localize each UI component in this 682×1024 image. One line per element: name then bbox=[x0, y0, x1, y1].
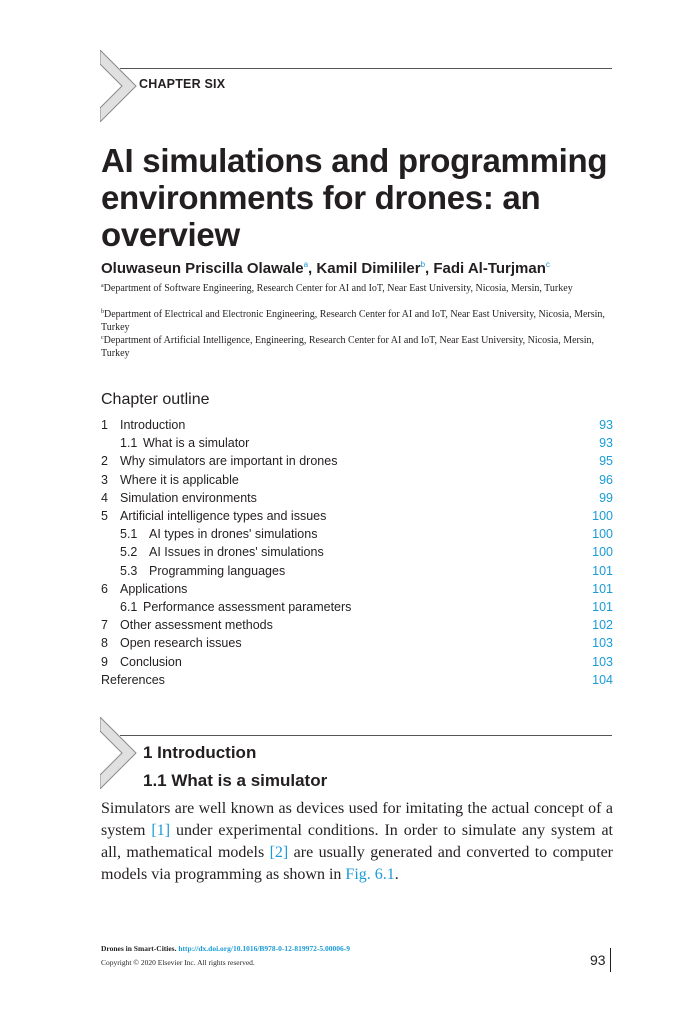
toc-entry-title: Open research issues bbox=[120, 636, 242, 651]
affiliation-text: Department of Software Engineering, Research Center for AI and IoT, Near East University, Nicosia, Mersin, Turkey bbox=[103, 283, 573, 294]
author-affiliation-mark: c bbox=[545, 260, 550, 269]
toc-entry[interactable] bbox=[101, 600, 613, 618]
toc-entry-number: 7 bbox=[101, 618, 108, 633]
toc-entry-number: 5.1 bbox=[120, 527, 138, 542]
toc-entry[interactable] bbox=[101, 545, 613, 563]
chapter-title: AI simulations and programming environments for drones: an overview bbox=[101, 142, 608, 253]
author-separator: , bbox=[425, 260, 434, 277]
affiliation-mark: b bbox=[101, 309, 104, 315]
toc-entry-title: Why simulators are important in drones bbox=[120, 454, 338, 469]
chapter-rule bbox=[120, 68, 612, 69]
toc-entry-page[interactable]: 101 bbox=[592, 563, 613, 578]
toc-entry-page[interactable]: 100 bbox=[592, 509, 613, 523]
author-name: Oluwaseun Priscilla Olawale bbox=[101, 260, 304, 277]
toc-entry-page[interactable]: 96 bbox=[599, 472, 613, 487]
toc-entry[interactable] bbox=[101, 491, 613, 509]
toc-entry-title: Applications bbox=[120, 581, 188, 596]
toc-entry-title: Conclusion bbox=[120, 654, 182, 669]
toc-entry-title: Programming languages bbox=[149, 563, 286, 578]
toc-entry-number: 1.1 bbox=[120, 436, 138, 451]
toc-entry-number: 4 bbox=[101, 490, 108, 505]
section-heading: 1 Introduction bbox=[143, 743, 257, 762]
toc-entry[interactable] bbox=[101, 636, 613, 654]
citation-link[interactable]: Fig. 6.1 bbox=[345, 866, 395, 883]
toc-entry[interactable] bbox=[101, 473, 613, 491]
toc-entry-number: 3 bbox=[101, 472, 108, 487]
toc-entry[interactable] bbox=[101, 436, 613, 454]
affiliation-mark: a bbox=[101, 283, 104, 289]
section-chevron-icon bbox=[100, 717, 140, 789]
toc-entry-page[interactable]: 101 bbox=[592, 581, 613, 596]
page-number-bar bbox=[610, 948, 611, 972]
author-list bbox=[101, 260, 550, 277]
section-rule bbox=[120, 735, 612, 736]
toc-entry-title: Simulation environments bbox=[120, 490, 257, 505]
outline-title: Chapter outline bbox=[101, 391, 210, 408]
toc-entry-page[interactable]: 100 bbox=[592, 545, 613, 560]
affiliation-mark: c bbox=[101, 335, 104, 341]
author-separator: , bbox=[308, 260, 317, 277]
toc-entry[interactable] bbox=[101, 509, 613, 527]
toc-entry-number: 9 bbox=[101, 654, 108, 669]
toc-entry[interactable] bbox=[101, 655, 613, 673]
toc-entry-page[interactable]: 102 bbox=[592, 618, 613, 633]
body-paragraph bbox=[101, 798, 613, 886]
toc-entry-page[interactable]: 101 bbox=[592, 600, 613, 614]
toc-entry-title: What is a simulator bbox=[143, 436, 250, 451]
toc-entry-page[interactable]: 104 bbox=[592, 672, 613, 687]
toc-entry[interactable] bbox=[101, 673, 613, 691]
page-number: 93 bbox=[590, 952, 606, 968]
chapter-label: CHAPTER SIX bbox=[139, 77, 226, 91]
copyright: Copyright © 2020 Elsevier Inc. All rights reserved. bbox=[101, 958, 255, 967]
doi-link[interactable]: http://dx.doi.org/10.1016/B978-0-12-819972-5.00006-9 bbox=[178, 944, 351, 953]
toc-entry[interactable] bbox=[101, 582, 613, 600]
toc-entry-number: 5.2 bbox=[120, 545, 138, 560]
toc-entry-title: Introduction bbox=[120, 418, 186, 432]
chapter-chevron-icon bbox=[100, 50, 140, 122]
toc-entry-title: AI Issues in drones' simulations bbox=[149, 545, 324, 560]
toc-entry-page[interactable]: 103 bbox=[592, 654, 613, 669]
toc-entry-title: Where it is applicable bbox=[120, 472, 239, 487]
toc-entry-number: 8 bbox=[101, 636, 108, 651]
toc-entry-page[interactable]: 103 bbox=[592, 636, 613, 651]
toc-entry-title: Performance assessment parameters bbox=[143, 600, 352, 614]
toc-entry-title: Other assessment methods bbox=[120, 618, 273, 633]
toc-entry-number: 5 bbox=[101, 509, 108, 523]
toc-entry[interactable] bbox=[101, 454, 613, 472]
body-text-segment: . bbox=[394, 866, 399, 883]
footer-journal bbox=[101, 944, 350, 953]
body-text-segment: Simulators are well known as devices used for imitating the actual concept of a system bbox=[101, 800, 613, 839]
author-affiliation-mark: b bbox=[420, 260, 426, 269]
toc-entry-number: 1 bbox=[101, 418, 108, 432]
toc-entry[interactable] bbox=[101, 618, 613, 636]
citation-link[interactable]: [1] bbox=[151, 822, 171, 839]
toc-entry-title: Artificial intelligence types and issues bbox=[120, 509, 327, 523]
toc-entry-title: References bbox=[101, 672, 165, 687]
body-text-segment: are usually generated and converted to computer models via programming as shown in bbox=[101, 844, 614, 883]
author-name: Kamil Dimililer bbox=[316, 260, 421, 277]
toc-entry[interactable] bbox=[101, 564, 613, 582]
toc-entry-page[interactable]: 99 bbox=[599, 490, 613, 505]
author-name: Fadi Al-Turjman bbox=[433, 260, 546, 277]
citation-link[interactable]: [2] bbox=[269, 844, 289, 861]
affiliation-text: Department of Artificial Intelligence, Engineering, Research Center for AI and IoT, Near East University, Nicosia, Mersin, Turkey bbox=[101, 335, 595, 359]
subsection-heading: 1.1 What is a simulator bbox=[143, 771, 328, 790]
affiliation bbox=[101, 280, 616, 295]
toc-entry-page[interactable]: 93 bbox=[599, 436, 613, 451]
journal-name: Drones in Smart-Cities. bbox=[101, 944, 177, 953]
toc-entry-page[interactable]: 93 bbox=[599, 418, 613, 432]
toc-entry-title: AI types in drones' simulations bbox=[149, 527, 318, 542]
toc-entry-page[interactable]: 95 bbox=[599, 454, 613, 469]
affiliation bbox=[101, 332, 616, 360]
toc-entry-number: 2 bbox=[101, 454, 108, 469]
toc-entry-page[interactable]: 100 bbox=[592, 527, 613, 542]
toc-entry-number: 6 bbox=[101, 581, 108, 596]
toc-entry-number: 6.1 bbox=[120, 600, 138, 614]
toc-entry[interactable] bbox=[101, 527, 613, 545]
body-text-segment: under experimental conditions. In order to simulate any system at all, mathematical models bbox=[101, 822, 613, 861]
affiliation-text: Department of Electrical and Electronic Engineering, Research Center for AI and IoT, Near East University, Nicosia, Mersin, Turkey bbox=[101, 309, 605, 333]
affiliation bbox=[101, 306, 616, 334]
toc-entry-number: 5.3 bbox=[120, 563, 138, 578]
author-affiliation-mark: a bbox=[303, 260, 309, 269]
toc-entry[interactable] bbox=[101, 418, 613, 436]
